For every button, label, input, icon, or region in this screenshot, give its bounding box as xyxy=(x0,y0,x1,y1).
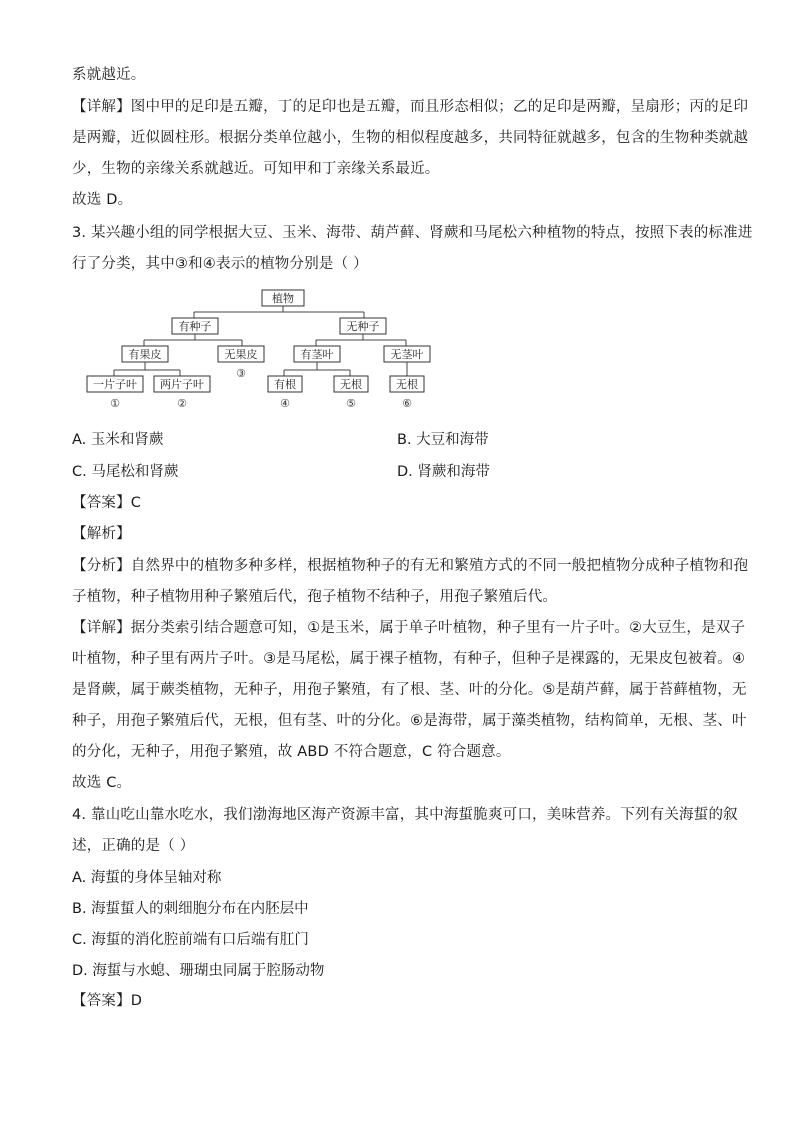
q2-conclusion: 故选 D。 xyxy=(72,192,133,208)
svg-text:有种子: 有种子 xyxy=(178,320,212,333)
tree-number-4: ④ xyxy=(280,397,290,410)
q3-detail-line: 种子，用孢子繁殖后代，无根，但有茎、叶的分化。⑥是海带，属于藻类植物，结构简单，无根、茎、叶 xyxy=(72,713,747,729)
svg-text:植物: 植物 xyxy=(272,292,294,305)
q3-option-a: A. 玉米和肾蕨 xyxy=(72,432,164,448)
q3-detail-line: 是肾蕨，属于蕨类植物，无种子，用孢子繁殖，有了根、茎、叶的分化。⑤是葫芦藓，属于苔藓植物，无 xyxy=(72,682,747,698)
classification-tree-diagram xyxy=(84,280,434,420)
tree-node-two-cotyledons xyxy=(154,376,210,392)
svg-text:无茎叶: 无茎叶 xyxy=(390,348,424,361)
tree-node-no-seed xyxy=(340,318,386,334)
tree-node-no-stem-leaf xyxy=(384,346,430,362)
tree-node-no-pericarp xyxy=(218,346,264,362)
q2-detail-line: 少，生物的亲缘关系就越近。可知甲和丁亲缘关系最近。 xyxy=(72,161,440,177)
q3-analysis-heading: 【解析】 xyxy=(72,526,131,542)
q3-option-d: D. 肾蕨和海带 xyxy=(397,464,490,480)
svg-text:无种子: 无种子 xyxy=(346,320,380,333)
tree-number-1: ① xyxy=(110,397,120,410)
tree-node-has-stem-leaf xyxy=(294,346,340,362)
tree-node-no-root xyxy=(334,376,368,392)
svg-text:无根: 无根 xyxy=(396,378,418,391)
tree-node-has-seed xyxy=(172,318,218,334)
tree-number-3: ③ xyxy=(236,367,246,380)
q3-stem: 行了分类，其中③和④表示的植物分别是（ ） xyxy=(72,256,368,272)
q3-option-c: C. 马尾松和肾蕨 xyxy=(72,464,179,480)
tree-node-root xyxy=(262,290,304,306)
tree-number-5: ⑤ xyxy=(346,397,356,410)
q4-option-d: D. 海蜇与水螅、珊瑚虫同属于腔肠动物 xyxy=(72,963,325,979)
q4-option-c: C. 海蜇的消化腔前端有口后端有肛门 xyxy=(72,932,309,948)
q4-answer: 【答案】D xyxy=(72,993,143,1009)
tree-node-no-root xyxy=(390,376,424,392)
q3-analysis-line: 子植物，种子植物用种子繁殖后代，孢子植物不结种子，用孢子繁殖后代。 xyxy=(72,589,558,605)
q4-option-a: A. 海蜇的身体呈轴对称 xyxy=(72,870,222,886)
svg-text:两片子叶: 两片子叶 xyxy=(160,378,204,391)
svg-text:一片子叶: 一片子叶 xyxy=(93,378,137,391)
q2-detail-line: 是两瓣，近似圆柱形。根据分类单位越小，生物的相似程度越多，共同特征就越多，包含的生物种类就越 xyxy=(72,130,749,146)
q3-detail-line: 的分化，无种子，用孢子繁殖，故 ABD 不符合题意，C 符合题意。 xyxy=(72,744,511,760)
tree-node-has-root xyxy=(268,376,302,392)
svg-text:有根: 有根 xyxy=(274,378,296,391)
q2-tail-line: 系就越近。 xyxy=(72,67,146,83)
q3-detail-line: 【详解】据分类索引结合题意可知，①是玉米，属于单子叶植物，种子里有一片子叶。②大豆生，是双子 xyxy=(72,620,746,636)
q4-option-b: B. 海蜇蜇人的刺细胞分布在内胚层中 xyxy=(72,901,309,917)
svg-text:无根: 无根 xyxy=(340,378,362,391)
tree-number-2: ② xyxy=(177,397,187,410)
tree-number-6: ⑥ xyxy=(402,397,412,410)
q3-stem: 3. 某兴趣小组的同学根据大豆、玉米、海带、葫芦藓、肾蕨和马尾松六种植物的特点，按照下表的标准进 xyxy=(72,225,753,241)
svg-text:有茎叶: 有茎叶 xyxy=(300,348,334,361)
q3-answer: 【答案】C xyxy=(72,495,142,511)
tree-node-has-pericarp xyxy=(122,346,168,362)
tree-node-one-cotyledon xyxy=(87,376,143,392)
q3-conclusion: 故选 C。 xyxy=(72,775,132,791)
q2-detail-line: 【详解】图中甲的足印是五瓣，丁的足印也是五瓣，而且形态相似；乙的足印是两瓣，呈扇形；丙的足印 xyxy=(72,99,749,115)
q4-stem: 4. 靠山吃山靠水吃水，我们渤海地区海产资源丰富，其中海蜇脆爽可口，美味营养。下列有关海蜇的叙 xyxy=(72,807,738,823)
q3-detail-line: 叶植物，种子里有两片子叶。③是马尾松，属于裸子植物，有种子，但种子是裸露的，无果皮包被着。④ xyxy=(72,651,746,667)
q3-analysis-line: 【分析】自然界中的植物多种多样，根据植物种子的有无和繁殖方式的不同一般把植物分成种子植物和孢 xyxy=(72,558,749,574)
svg-text:无果皮: 无果皮 xyxy=(224,348,258,361)
q3-option-b: B. 大豆和海带 xyxy=(397,432,489,448)
svg-text:有果皮: 有果皮 xyxy=(128,348,162,361)
q4-stem: 述，正确的是（ ） xyxy=(72,838,195,854)
